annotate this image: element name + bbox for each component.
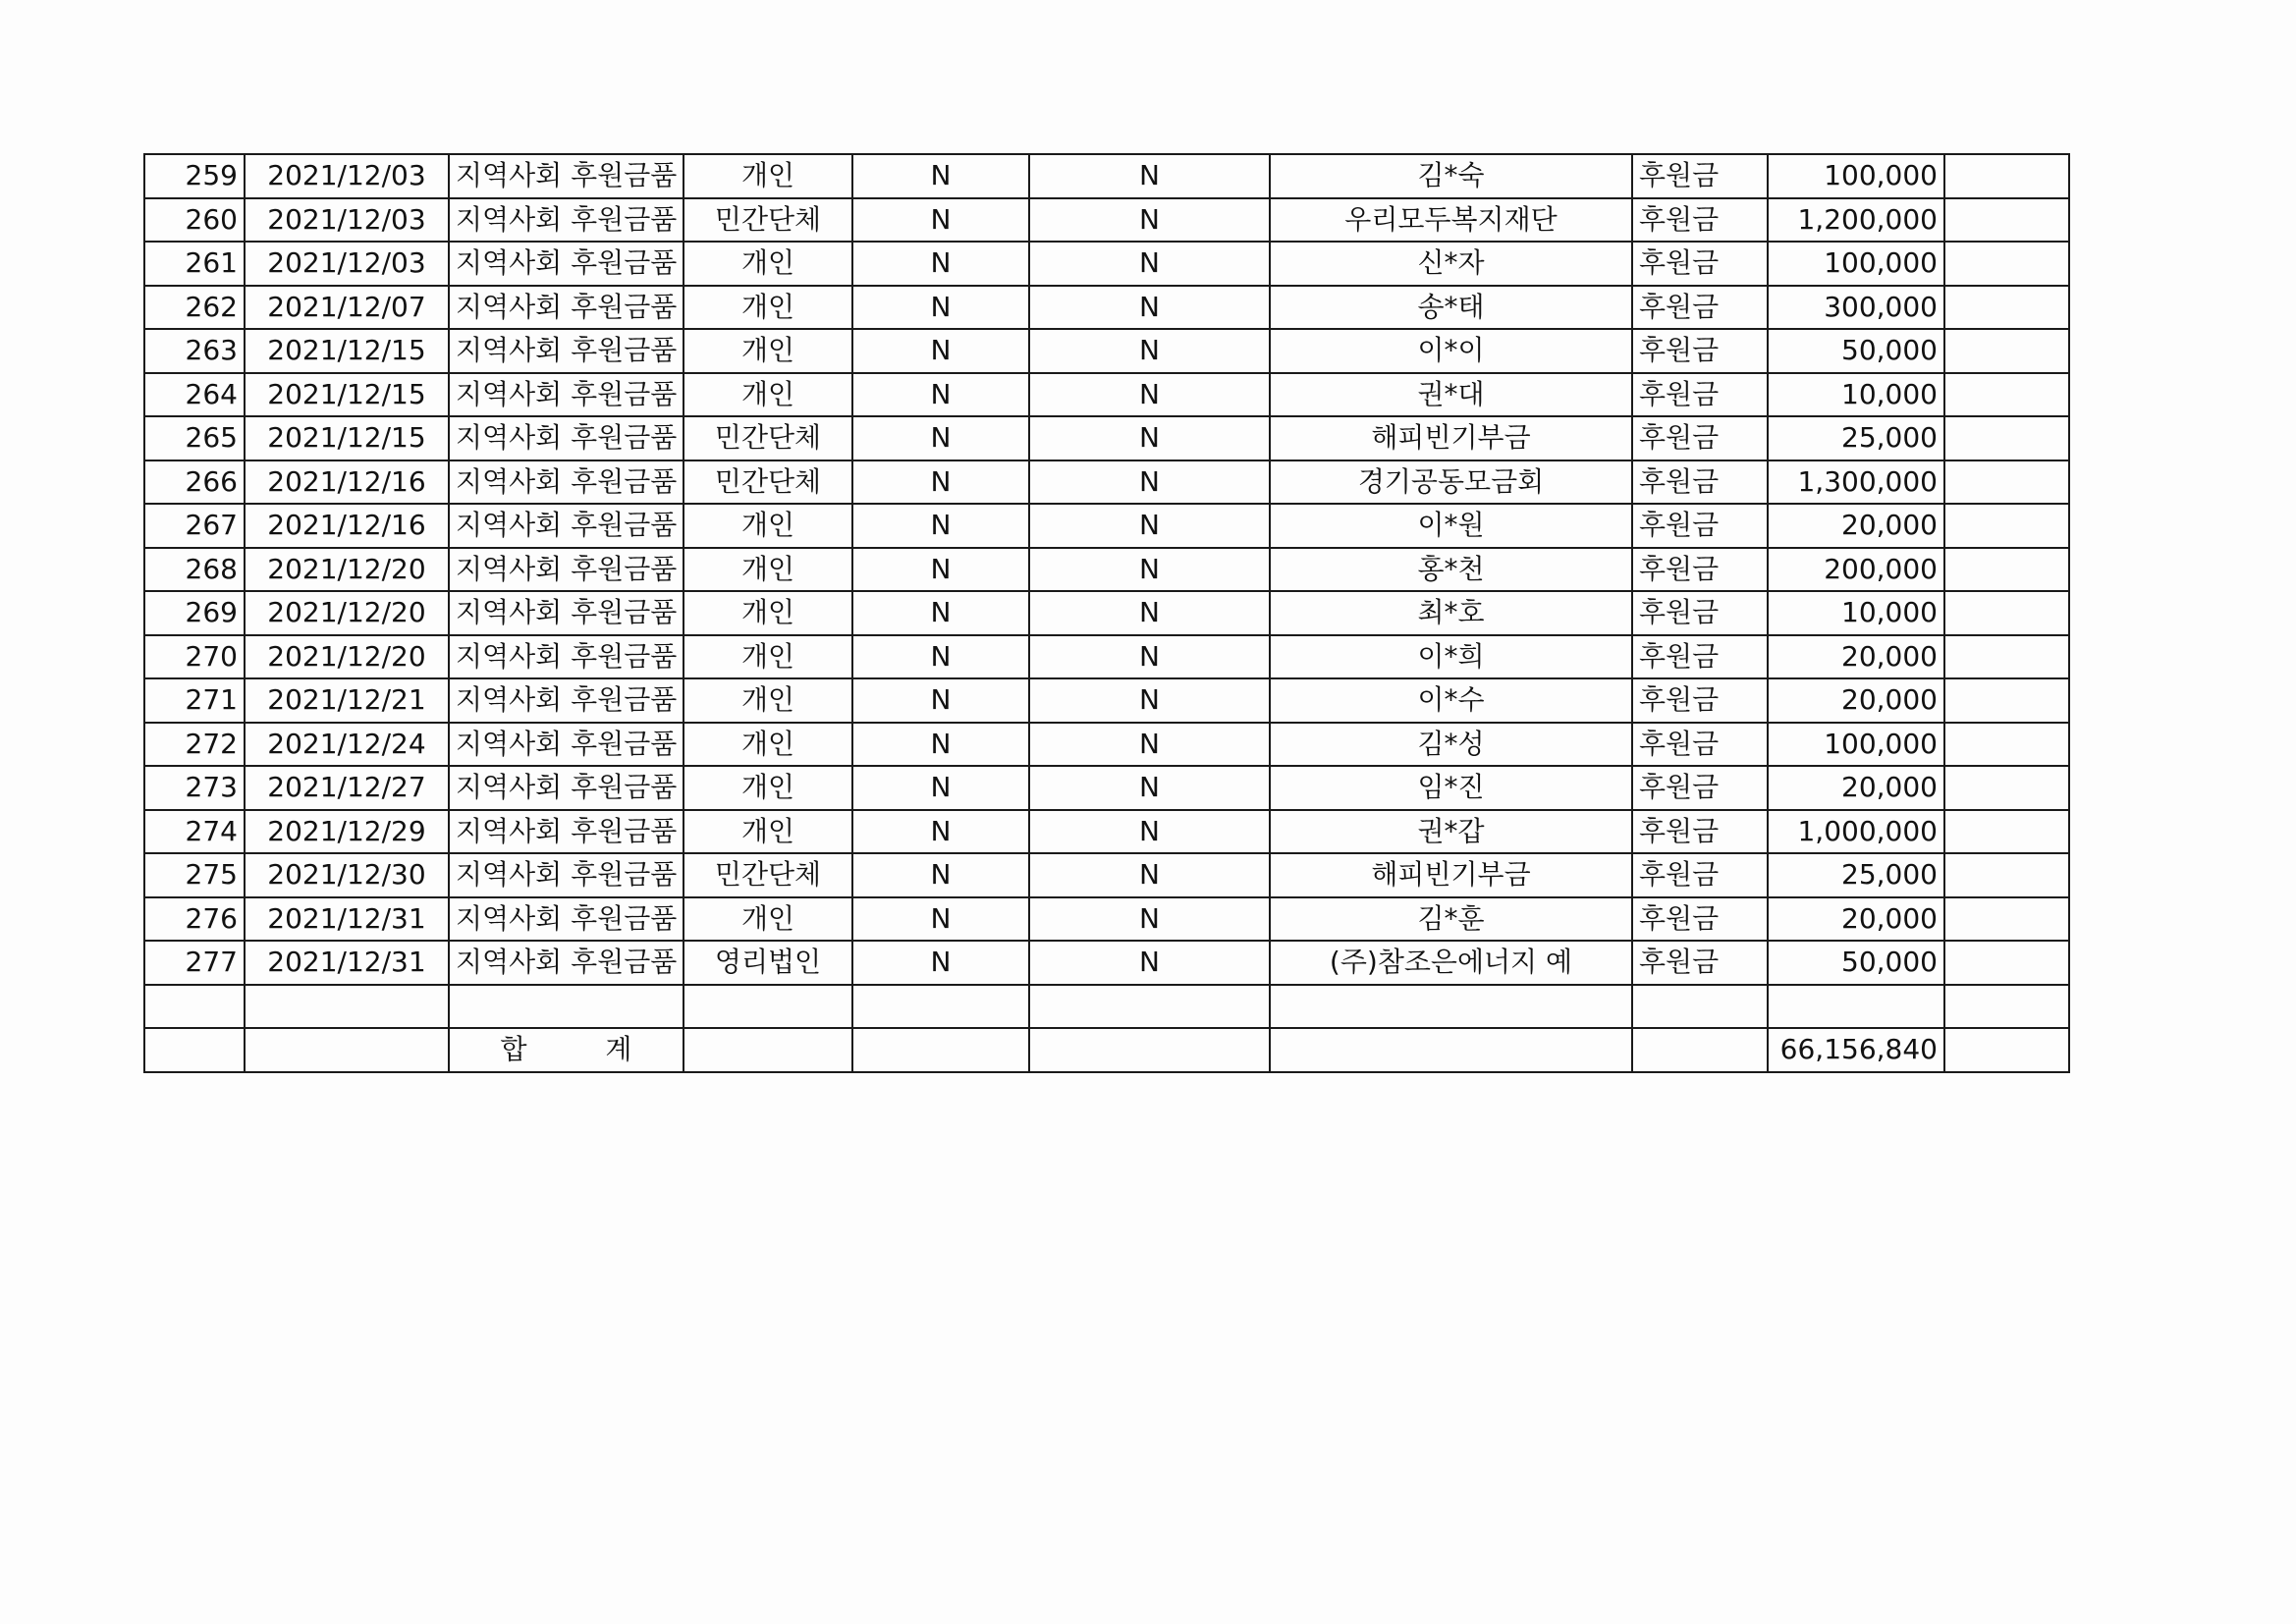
donation-kind-cell: 후원금 (1632, 460, 1768, 505)
row-number-cell: 272 (144, 723, 245, 767)
category-cell: 지역사회 후원금품 (449, 678, 683, 723)
category-cell: 지역사회 후원금품 (449, 198, 683, 243)
flag-b-cell: N (1029, 941, 1270, 985)
category-cell: 지역사회 후원금품 (449, 373, 683, 417)
donor-name-cell: 이*희 (1270, 635, 1632, 679)
blank-cell (683, 985, 852, 1029)
date-cell: 2021/12/27 (245, 766, 449, 810)
memo-cell (1944, 723, 2069, 767)
donor-name-cell: 김*훈 (1270, 897, 1632, 942)
amount-cell: 1,200,000 (1768, 198, 1944, 243)
table-row (144, 897, 2069, 942)
flag-b-cell: N (1029, 897, 1270, 942)
memo-cell (1944, 504, 2069, 548)
date-cell: 2021/12/15 (245, 416, 449, 460)
row-number-cell: 275 (144, 853, 245, 897)
donor-name-cell: (주)참조은에너지 예 (1270, 941, 1632, 985)
memo-cell (1944, 853, 2069, 897)
amount-cell: 25,000 (1768, 416, 1944, 460)
total-amount: 66,156,840 (1768, 1028, 1944, 1072)
flag-a-cell: N (852, 548, 1029, 592)
flag-b-cell: N (1029, 853, 1270, 897)
total-empty-cell (1029, 1028, 1270, 1072)
flag-b-cell: N (1029, 154, 1270, 198)
memo-cell (1944, 941, 2069, 985)
flag-b-cell: N (1029, 416, 1270, 460)
amount-cell: 20,000 (1768, 678, 1944, 723)
donation-kind-cell: 후원금 (1632, 678, 1768, 723)
flag-a-cell: N (852, 198, 1029, 243)
row-number-cell: 261 (144, 242, 245, 286)
table-row (144, 286, 2069, 330)
table-row (144, 460, 2069, 505)
donor-type-cell: 개인 (683, 635, 852, 679)
blank-cell (144, 985, 245, 1029)
row-number-cell: 260 (144, 198, 245, 243)
flag-a-cell: N (852, 504, 1029, 548)
memo-cell (1944, 460, 2069, 505)
total-empty-cell (1270, 1028, 1632, 1072)
donation-kind-cell: 후원금 (1632, 810, 1768, 854)
donation-kind-cell: 후원금 (1632, 591, 1768, 635)
date-cell: 2021/12/03 (245, 242, 449, 286)
total-empty-cell (1632, 1028, 1768, 1072)
date-cell: 2021/12/07 (245, 286, 449, 330)
flag-b-cell: N (1029, 329, 1270, 373)
table-row (144, 635, 2069, 679)
row-number-cell: 264 (144, 373, 245, 417)
memo-cell (1944, 154, 2069, 198)
category-cell: 지역사회 후원금품 (449, 460, 683, 505)
donor-type-cell: 민간단체 (683, 198, 852, 243)
donation-kind-cell: 후원금 (1632, 154, 1768, 198)
amount-cell: 200,000 (1768, 548, 1944, 592)
donor-name-cell: 이*수 (1270, 678, 1632, 723)
amount-cell: 1,000,000 (1768, 810, 1944, 854)
flag-a-cell: N (852, 723, 1029, 767)
date-cell: 2021/12/16 (245, 504, 449, 548)
table-row (144, 810, 2069, 854)
category-cell: 지역사회 후원금품 (449, 853, 683, 897)
donor-name-cell: 해피빈기부금 (1270, 853, 1632, 897)
amount-cell: 100,000 (1768, 242, 1944, 286)
row-number-cell: 265 (144, 416, 245, 460)
blank-cell (449, 985, 683, 1029)
amount-cell: 50,000 (1768, 941, 1944, 985)
donor-type-cell: 개인 (683, 548, 852, 592)
table-row (144, 766, 2069, 810)
blank-cell (1632, 985, 1768, 1029)
flag-b-cell: N (1029, 766, 1270, 810)
table-row (144, 853, 2069, 897)
date-cell: 2021/12/31 (245, 897, 449, 942)
table-row (144, 242, 2069, 286)
flag-b-cell: N (1029, 460, 1270, 505)
date-cell: 2021/12/03 (245, 198, 449, 243)
row-number-cell: 263 (144, 329, 245, 373)
blank-cell (1768, 985, 1944, 1029)
memo-cell (1944, 373, 2069, 417)
blank-cell (1270, 985, 1632, 1029)
donation-kind-cell: 후원금 (1632, 723, 1768, 767)
category-cell: 지역사회 후원금품 (449, 154, 683, 198)
flag-a-cell: N (852, 286, 1029, 330)
amount-cell: 100,000 (1768, 723, 1944, 767)
category-cell: 지역사회 후원금품 (449, 548, 683, 592)
memo-cell (1944, 897, 2069, 942)
flag-a-cell: N (852, 373, 1029, 417)
flag-a-cell: N (852, 810, 1029, 854)
total-empty-cell (852, 1028, 1029, 1072)
amount-cell: 1,300,000 (1768, 460, 1944, 505)
amount-cell: 25,000 (1768, 853, 1944, 897)
total-empty-cell (144, 1028, 245, 1072)
date-cell: 2021/12/20 (245, 591, 449, 635)
ledger-rows (144, 154, 2069, 985)
total-empty-cell (1944, 1028, 2069, 1072)
donation-kind-cell: 후원금 (1632, 504, 1768, 548)
row-number-cell: 276 (144, 897, 245, 942)
blank-cell (1944, 985, 2069, 1029)
donor-type-cell: 개인 (683, 678, 852, 723)
donor-name-cell: 권*갑 (1270, 810, 1632, 854)
flag-b-cell: N (1029, 286, 1270, 330)
category-cell: 지역사회 후원금품 (449, 242, 683, 286)
amount-cell: 10,000 (1768, 373, 1944, 417)
donor-name-cell: 권*대 (1270, 373, 1632, 417)
flag-b-cell: N (1029, 198, 1270, 243)
date-cell: 2021/12/15 (245, 329, 449, 373)
table-row (144, 723, 2069, 767)
date-cell: 2021/12/31 (245, 941, 449, 985)
row-number-cell: 277 (144, 941, 245, 985)
flag-a-cell: N (852, 460, 1029, 505)
category-cell: 지역사회 후원금품 (449, 591, 683, 635)
donation-kind-cell: 후원금 (1632, 373, 1768, 417)
donor-name-cell: 송*태 (1270, 286, 1632, 330)
date-cell: 2021/12/29 (245, 810, 449, 854)
total-label (449, 1028, 683, 1072)
category-cell: 지역사회 후원금품 (449, 810, 683, 854)
flag-b-cell: N (1029, 373, 1270, 417)
total-label-first: 합 (500, 1033, 527, 1066)
category-cell: 지역사회 후원금품 (449, 504, 683, 548)
date-cell: 2021/12/24 (245, 723, 449, 767)
row-number-cell: 269 (144, 591, 245, 635)
donation-kind-cell: 후원금 (1632, 329, 1768, 373)
flag-a-cell: N (852, 897, 1029, 942)
table-row (144, 416, 2069, 460)
date-cell: 2021/12/30 (245, 853, 449, 897)
flag-b-cell: N (1029, 548, 1270, 592)
donor-type-cell: 개인 (683, 897, 852, 942)
flag-b-cell: N (1029, 504, 1270, 548)
row-number-cell: 266 (144, 460, 245, 505)
date-cell: 2021/12/21 (245, 678, 449, 723)
row-number-cell: 271 (144, 678, 245, 723)
memo-cell (1944, 810, 2069, 854)
flag-a-cell: N (852, 154, 1029, 198)
flag-b-cell: N (1029, 591, 1270, 635)
amount-cell: 20,000 (1768, 897, 1944, 942)
donor-name-cell: 우리모두복지재단 (1270, 198, 1632, 243)
category-cell: 지역사회 후원금품 (449, 286, 683, 330)
amount-cell: 10,000 (1768, 591, 1944, 635)
memo-cell (1944, 548, 2069, 592)
donor-type-cell: 개인 (683, 723, 852, 767)
donor-name-cell: 김*성 (1270, 723, 1632, 767)
blank-cell (245, 985, 449, 1029)
memo-cell (1944, 416, 2069, 460)
total-empty-cell (245, 1028, 449, 1072)
total-label-second: 계 (605, 1033, 632, 1066)
category-cell: 지역사회 후원금품 (449, 416, 683, 460)
amount-cell: 20,000 (1768, 766, 1944, 810)
amount-cell: 20,000 (1768, 635, 1944, 679)
donor-type-cell: 개인 (683, 329, 852, 373)
donor-type-cell: 개인 (683, 242, 852, 286)
donor-type-cell: 개인 (683, 154, 852, 198)
table-row (144, 154, 2069, 198)
row-number-cell: 268 (144, 548, 245, 592)
category-cell: 지역사회 후원금품 (449, 329, 683, 373)
category-cell: 지역사회 후원금품 (449, 723, 683, 767)
amount-cell: 50,000 (1768, 329, 1944, 373)
amount-cell: 20,000 (1768, 504, 1944, 548)
donor-name-cell: 신*자 (1270, 242, 1632, 286)
donor-name-cell: 경기공동모금회 (1270, 460, 1632, 505)
donation-kind-cell: 후원금 (1632, 766, 1768, 810)
donation-kind-cell: 후원금 (1632, 286, 1768, 330)
donor-type-cell: 민간단체 (683, 416, 852, 460)
date-cell: 2021/12/15 (245, 373, 449, 417)
amount-cell: 100,000 (1768, 154, 1944, 198)
memo-cell (1944, 198, 2069, 243)
flag-a-cell: N (852, 591, 1029, 635)
memo-cell (1944, 286, 2069, 330)
flag-a-cell: N (852, 635, 1029, 679)
donor-type-cell: 민간단체 (683, 460, 852, 505)
table-row (144, 678, 2069, 723)
flag-a-cell: N (852, 941, 1029, 985)
flag-b-cell: N (1029, 635, 1270, 679)
table-row (144, 548, 2069, 592)
memo-cell (1944, 766, 2069, 810)
total-empty-cell (683, 1028, 852, 1072)
memo-cell (1944, 591, 2069, 635)
memo-cell (1944, 635, 2069, 679)
flag-a-cell: N (852, 242, 1029, 286)
row-number-cell: 274 (144, 810, 245, 854)
donor-type-cell: 개인 (683, 286, 852, 330)
donor-type-cell: 개인 (683, 591, 852, 635)
date-cell: 2021/12/20 (245, 635, 449, 679)
flag-a-cell: N (852, 416, 1029, 460)
flag-a-cell: N (852, 329, 1029, 373)
donor-type-cell: 개인 (683, 504, 852, 548)
donor-type-cell: 개인 (683, 766, 852, 810)
donation-kind-cell: 후원금 (1632, 416, 1768, 460)
donor-type-cell: 영리법인 (683, 941, 852, 985)
donation-kind-cell: 후원금 (1632, 198, 1768, 243)
donation-kind-cell: 후원금 (1632, 635, 1768, 679)
flag-b-cell: N (1029, 242, 1270, 286)
row-number-cell: 270 (144, 635, 245, 679)
donor-type-cell: 개인 (683, 810, 852, 854)
row-number-cell: 273 (144, 766, 245, 810)
donor-name-cell: 홍*천 (1270, 548, 1632, 592)
date-cell: 2021/12/03 (245, 154, 449, 198)
table-row (144, 941, 2069, 985)
blank-cell (1029, 985, 1270, 1029)
total-row (144, 1028, 2069, 1072)
table-row (144, 373, 2069, 417)
donor-type-cell: 민간단체 (683, 853, 852, 897)
date-cell: 2021/12/20 (245, 548, 449, 592)
category-cell: 지역사회 후원금품 (449, 897, 683, 942)
date-cell: 2021/12/16 (245, 460, 449, 505)
memo-cell (1944, 329, 2069, 373)
flag-a-cell: N (852, 678, 1029, 723)
table-row (144, 329, 2069, 373)
table-row (144, 504, 2069, 548)
donation-ledger-table (143, 153, 2070, 1073)
row-number-cell: 262 (144, 286, 245, 330)
donation-kind-cell: 후원금 (1632, 897, 1768, 942)
flag-a-cell: N (852, 766, 1029, 810)
donation-kind-cell: 후원금 (1632, 853, 1768, 897)
category-cell: 지역사회 후원금품 (449, 941, 683, 985)
table-row (144, 198, 2069, 243)
donor-name-cell: 김*숙 (1270, 154, 1632, 198)
memo-cell (1944, 678, 2069, 723)
flag-b-cell: N (1029, 810, 1270, 854)
memo-cell (1944, 242, 2069, 286)
flag-b-cell: N (1029, 723, 1270, 767)
category-cell: 지역사회 후원금품 (449, 766, 683, 810)
donor-name-cell: 이*원 (1270, 504, 1632, 548)
donation-kind-cell: 후원금 (1632, 242, 1768, 286)
donation-kind-cell: 후원금 (1632, 548, 1768, 592)
amount-cell: 300,000 (1768, 286, 1944, 330)
donor-name-cell: 이*이 (1270, 329, 1632, 373)
row-number-cell: 267 (144, 504, 245, 548)
flag-a-cell: N (852, 853, 1029, 897)
donor-name-cell: 최*호 (1270, 591, 1632, 635)
flag-b-cell: N (1029, 678, 1270, 723)
table-row (144, 591, 2069, 635)
donor-name-cell: 해피빈기부금 (1270, 416, 1632, 460)
blank-cell (852, 985, 1029, 1029)
donation-kind-cell: 후원금 (1632, 941, 1768, 985)
row-number-cell: 259 (144, 154, 245, 198)
blank-row (144, 985, 2069, 1029)
donor-name-cell: 임*진 (1270, 766, 1632, 810)
category-cell: 지역사회 후원금품 (449, 635, 683, 679)
donor-type-cell: 개인 (683, 373, 852, 417)
